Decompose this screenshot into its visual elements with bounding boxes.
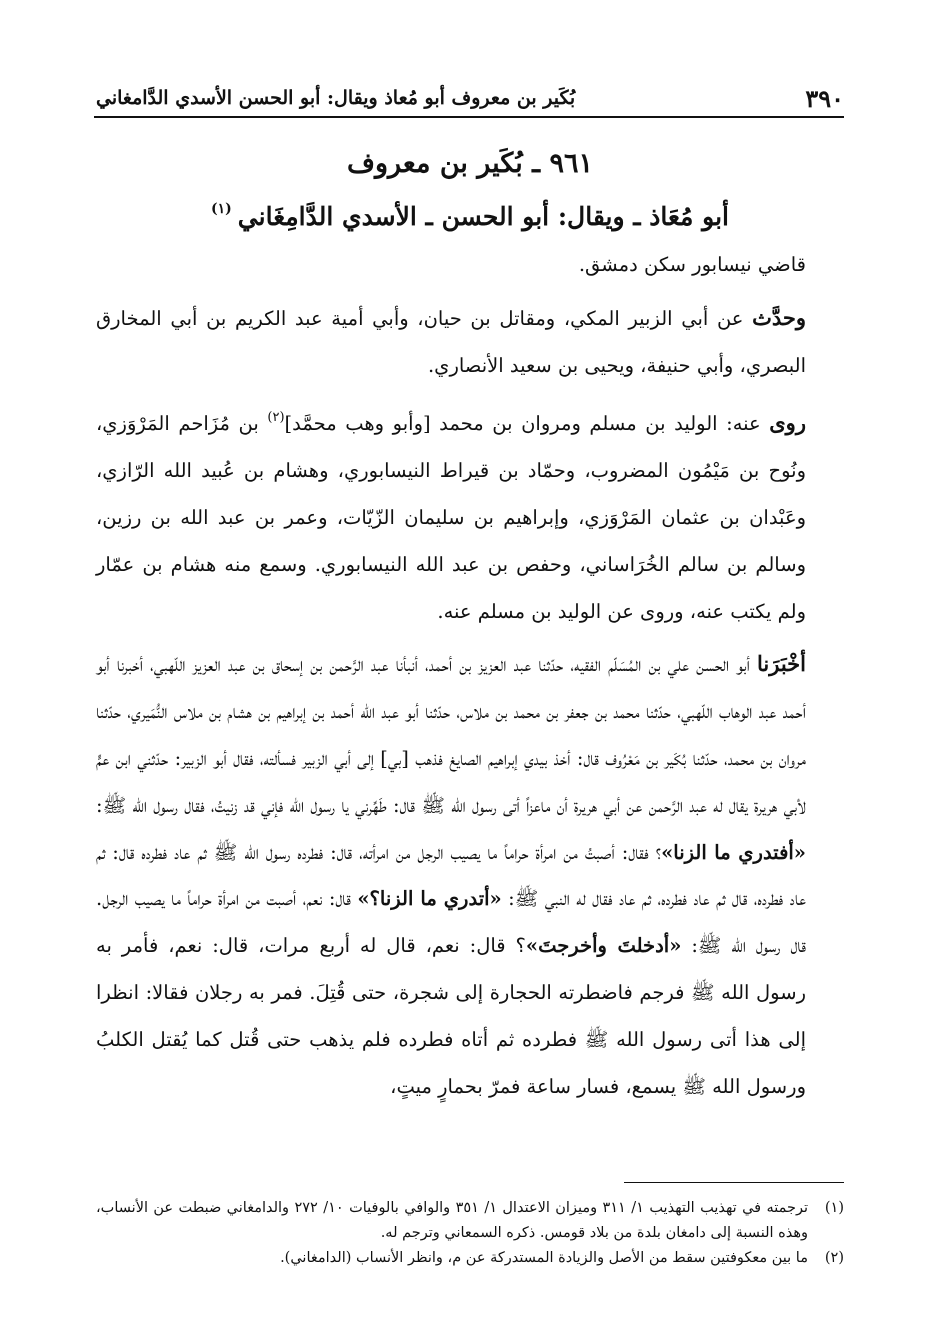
- paragraph-lead-word: أخْبَرَنا: [757, 651, 806, 677]
- footnote-ref-1[interactable]: (١): [211, 201, 232, 217]
- running-title: بُكَير بن معروف أبو مُعاذ ويقال: أبو الحسن الأسدي الدَّامغاني: [96, 87, 576, 109]
- paragraph-intro-text: قاضي نيسابور سكن دمشق.: [578, 253, 806, 276]
- hadith-quote: «أفتدري ما الزنا»: [661, 840, 806, 864]
- running-header: [96, 80, 844, 116]
- paragraph-lead-word: وحدَّث: [752, 304, 806, 330]
- footnote-2: [96, 1246, 844, 1271]
- footnote-rule: [624, 1182, 844, 1183]
- hadith-quote: «أتدري ما الزنا؟»: [357, 887, 502, 911]
- page-number: ٣٩٠: [805, 83, 844, 113]
- entry-subtitle: [96, 190, 844, 236]
- footnote-number: (١): [824, 1200, 844, 1216]
- footnote-1: [96, 1196, 844, 1246]
- paragraph-narrators-text-continued: بن مُزَاحم المَرْوَزي، ونُوح بن مَيْمُون المضروب، وحمّاد بن قيراط النيسابوري، وهشام بن عُبيد الله الرّازي، وعَبْدان بن عثمان المَرْوَزي، وإبراهيم بن سليمان الزّيّات، وعمر بن عبد الله بن رزين، وسالم بن سالم الخُرَاساني، وحفص بن عبد الله النيسابوري. وسمع منه هشام بن عمّار ولم يكتب عنه، وروى عن الوليد بن مسلم عنه.: [96, 412, 806, 623]
- hadith-chain-text: أبو الحسن علي بن المُسَلّم الفقيه، حدّثنا عبد العزيز بن أحمد، أنبأنا عبد الرَّحمن بن إسحاق بن عبد العزيز اللّهبي، أخبرنا أبو أحمد عبد الوهاب اللّهبي، حدّثنا محمد بن جعفر بن محمد بن ملاس، حدّثنا أبو عبد الله أحمد بن إبراهيم بن هشام بن ملاس النُّمَيري، حدّثنا مروان بن محمد، حدّثنا بُكَير بن مَعْرُوف قال: أخذ بيدي إبراهيم الصايغ فذهب [بي] إلى أبي الزبير فسألته، فقال أبو الزبير: حدّثني ابن عمٍّ لأبي هريرة يقال له عبد الرَّحمن عن أبي هريرة أن ماعزاً أتى رسول الله ﷺ قال: طَهِّرني يا رسول الله فإني قد زنيتُ، فقال رسول الله ﷺ:: [96, 653, 806, 817]
- paragraph-intro: [96, 242, 844, 289]
- paragraph-narrators: [96, 395, 844, 635]
- hadith-text: قال: نعم، أصبت من امرأة حراماً ما يصيب الرجل. قال رسول الله ﷺ:: [96, 887, 806, 958]
- footnote-number: (٢): [824, 1250, 844, 1266]
- hadith-quote: «أدخلتَ وأخرجتَ»: [525, 934, 682, 958]
- footnote-text: ما بين معكوفتين سقط من الأصل والزيادة المستدركة عن م، وانظر الأنساب (الدامغاني).: [280, 1250, 808, 1266]
- paragraph-lead-word: روى: [769, 410, 806, 436]
- header-rule: [94, 116, 844, 118]
- body-text: [96, 242, 844, 1110]
- footnotes: [96, 1196, 844, 1271]
- hadith-text: ؟ قال: نعم، قال له أربع مرات، قال: نعم، فأمر به رسول الله ﷺ فرجم فاضطرته الحجارة إلى شجرة، حتى قُتِلَ. فمر به رجلان فقالا: انظرا إلى هذا أتى رسول الله ﷺ فطرده ثم أتاه فطرده فلم يذهب حتى قُتل كما يُقتل الكلبُ ورسول الله ﷺ يسمع، فسار ساعة فمرّ بحمارٍ ميتٍ،: [96, 934, 806, 1098]
- entry-subtitle-text: أبو مُعَاذ ـ ويقال: أبو الحسن ـ الأسدي الدَّامِغَاني: [237, 202, 729, 231]
- paragraph-narrators-text: عنه: الوليد بن مسلم ومروان بن محمد [وأبو وهب محمَّد]: [284, 412, 770, 436]
- footnote-text: ترجمته في تهذيب التهذيب ١/ ٣١١ وميزان الاعتدال ١/ ٣٥١ والوافي بالوفيات ١٠/ ٢٧٢ والدامغاني ضبطت عن الأنساب، وهذه النسبة إلى دامغان بلدة من بلاد قومس. ذكره السمعاني وترجم له.: [96, 1200, 809, 1241]
- paragraph-narrated-from: [96, 295, 844, 390]
- footnote-ref-2[interactable]: (٢): [267, 410, 285, 426]
- hadith-text: ؟ فقال: أصبتُ من امرأة حراماً ما يصيب الرجل من امرأته، قال: فطرده رسول الله ﷺ ثم عاد فطرده قال: ثم عاد فطرده، قال ثم عاد فطرده، ثم عاد فقال له النبي ﷺ:: [96, 840, 807, 911]
- entry-title: ٩٦١ ـ بُكَير بن معروف: [347, 148, 593, 179]
- paragraph-narrated-from-text: عن أبي الزبير المكي، ومقاتل بن حيان، وأبي أمية عبد الكريم بن أبي المخارق البصري، وأبي حنيفة، ويحيى بن سعيد الأنصاري.: [96, 306, 806, 377]
- paragraph-hadith: [96, 641, 844, 1110]
